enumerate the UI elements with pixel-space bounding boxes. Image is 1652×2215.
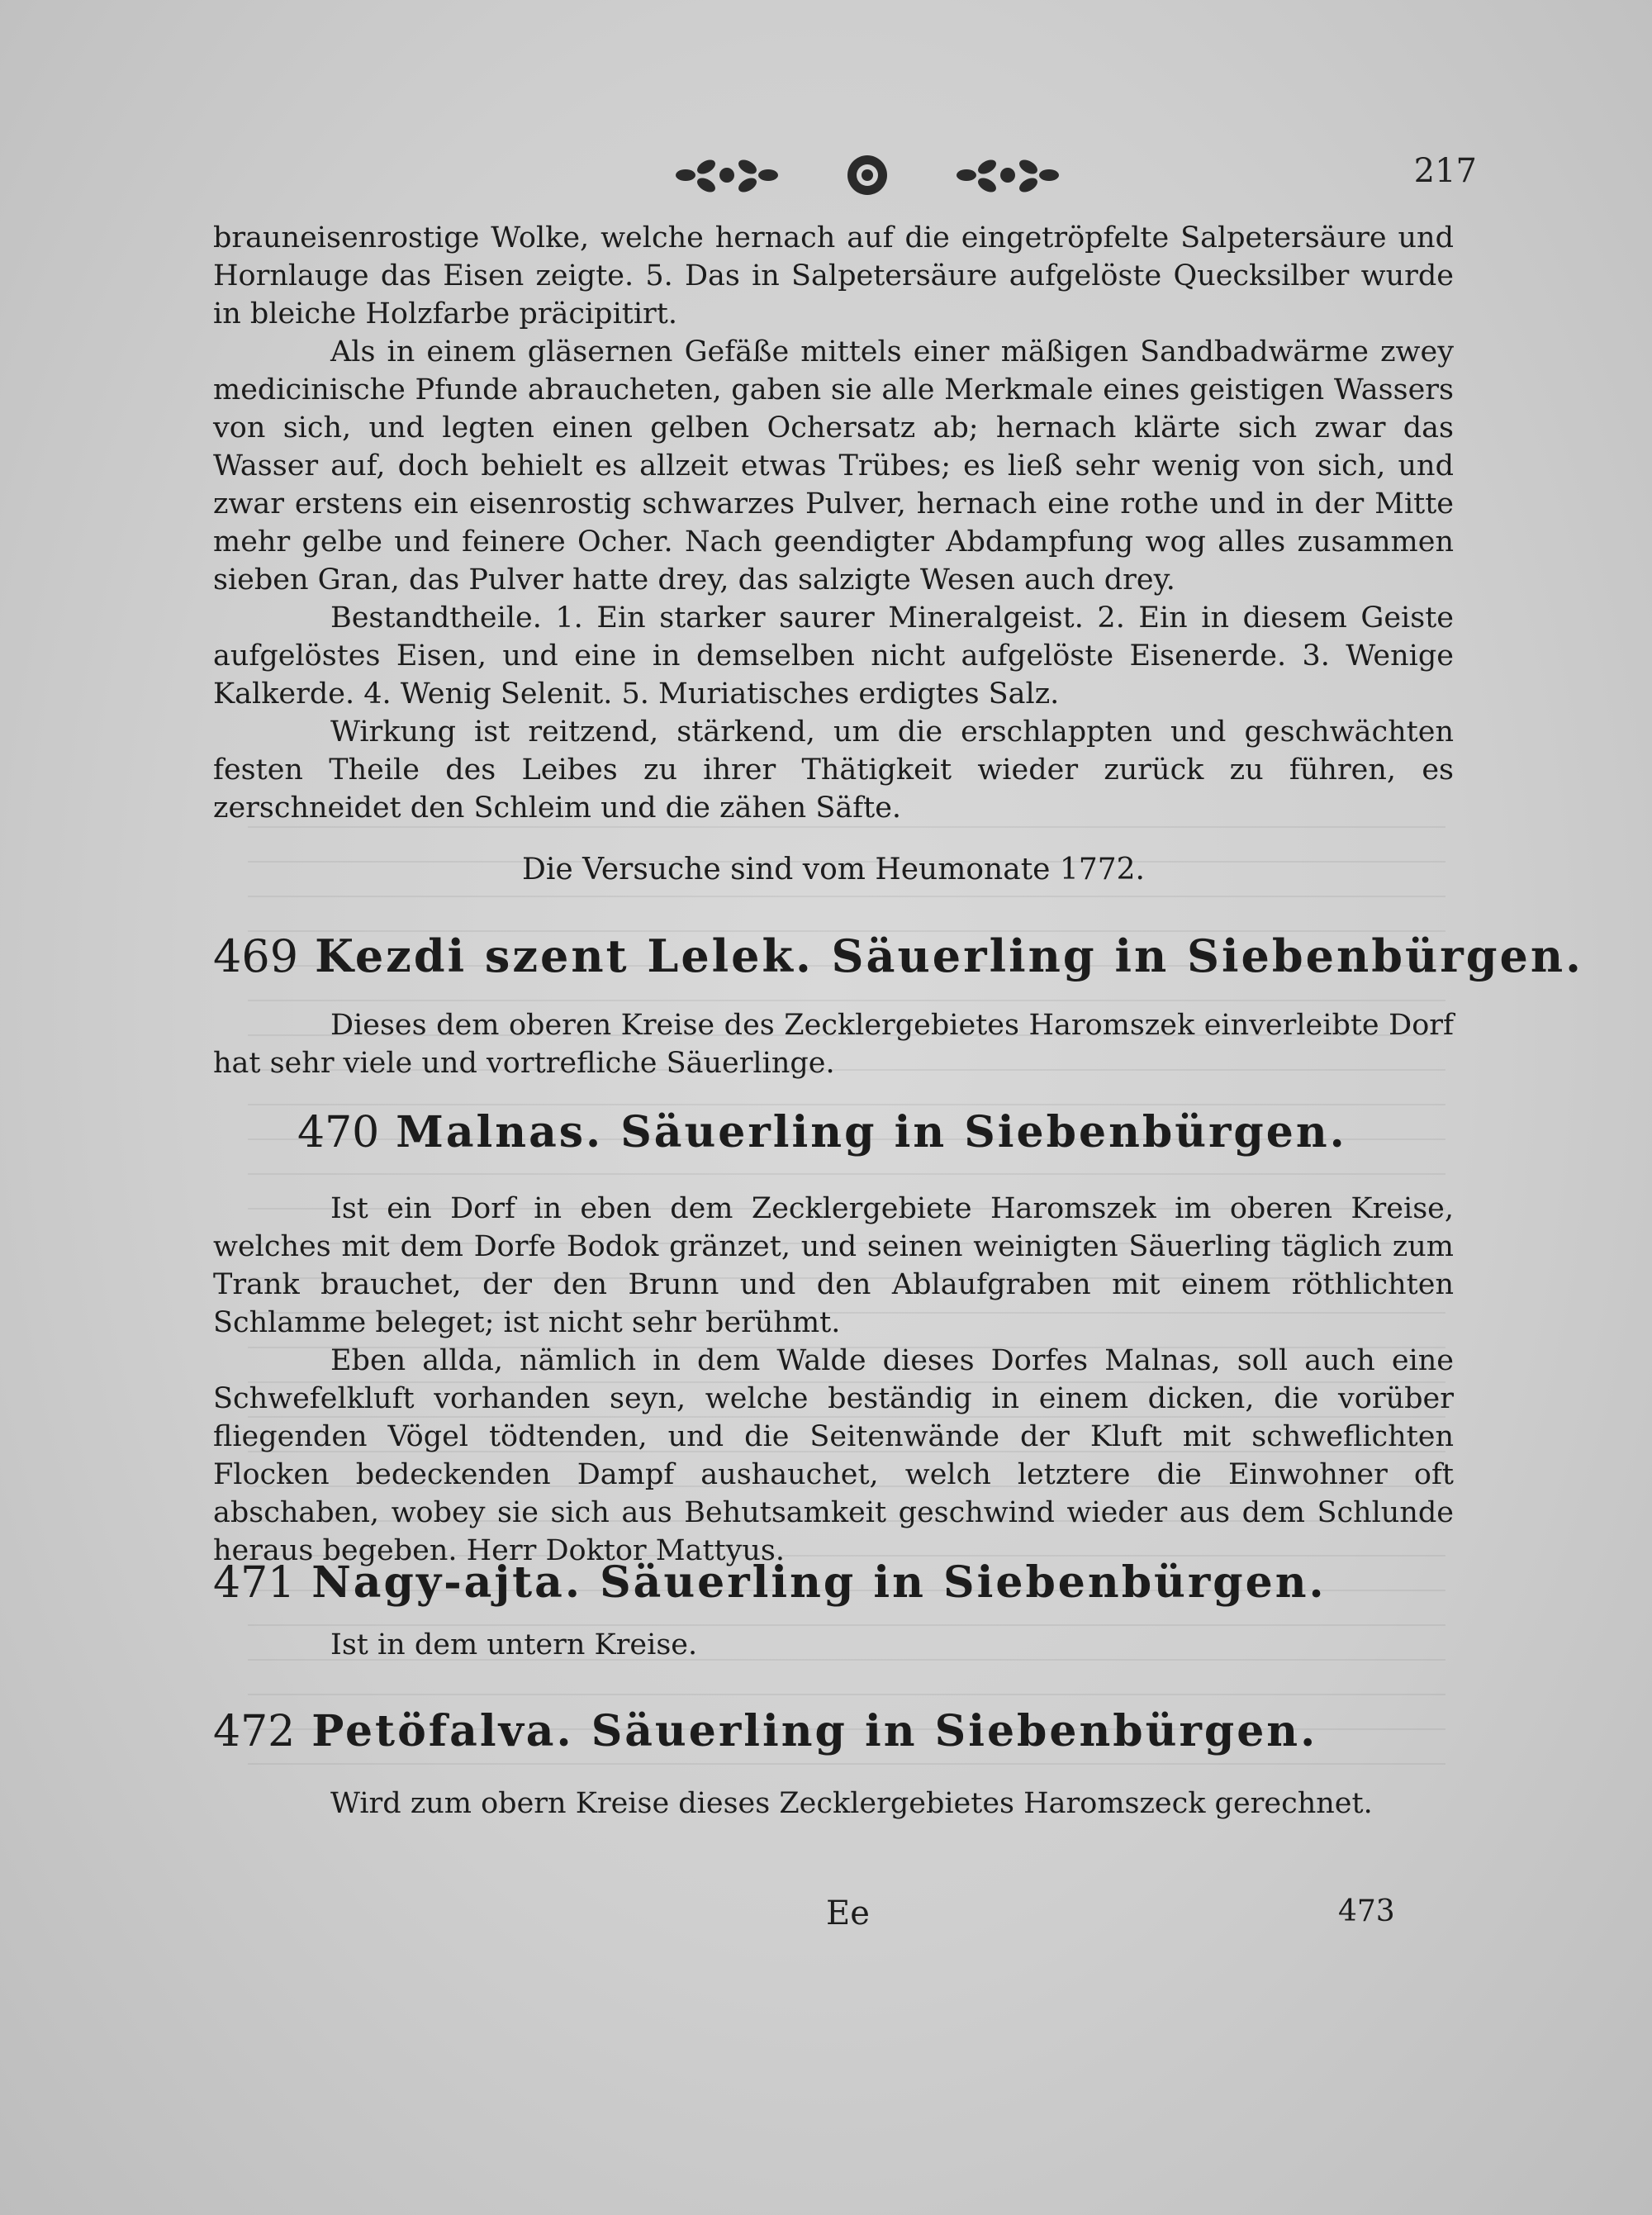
entry-title: Nagy-ajta. Säuerling in Siebenbürgen. — [311, 1557, 1327, 1608]
paragraph-continuation: brauneisenrostige Wolke, welche hernach auf die eingetröpfelte Salpetersäure und Hornlauge das Eisen zeigte. 5. Das in Salpetersäure aufgelöste Quecksilber wurde in bleiche Holzfarbe präcipitirt. — [213, 221, 1454, 330]
entry-469-text — [213, 1006, 1454, 1082]
entry-paragraph: Ist ein Dorf in eben dem Zecklergebiete Haromszek im oberen Kreise, welches mit dem Dorfe Bodok gränzet, und seinen weinigten Säuerling täglich zum Trank brauchet, der den Brunn und den Ablaufgraben mit einem röthlichten Schlamme beleget; ist nicht sehr berühmt. — [213, 1192, 1454, 1339]
entry-472-heading — [213, 1706, 1454, 1756]
opening-text — [213, 219, 1454, 827]
entry-paragraph: Eben allda, nämlich in dem Walde dieses Dorfes Malnas, soll auch eine Schwefelkluft vorhanden seyn, welche beständig in einem dicken, die vorüber fliegenden Vögel tödtenden, und die Seitenwände der Kluft mit schweflichten Flocken bedeckenden Dampf aushauchet, welch letztere die Einwohner oft abschaben, wobey sie sich aus Behutsamkeit geschwind wieder aus dem Schlunde heraus begeben. Herr Doktor Mattyus. — [213, 1344, 1454, 1567]
entry-paragraph: Ist in dem untern Kreise. — [330, 1628, 698, 1661]
experiment-date-line: Die Versuche sind vom Heumonate 1772. — [522, 853, 1145, 886]
floral-ornament-icon — [661, 142, 1074, 208]
entry-title: Petöfalva. Säuerling in Siebenbürgen. — [311, 1706, 1318, 1756]
paragraph-bestandtheile: Bestandtheile. 1. Ein starker saurer Mineralgeist. 2. Ein in diesem Geiste aufgelöstes Eisen, und eine in demselben nicht aufgelöste Eisenerde. 3. Wenige Kalkerde. 4. Wenig Selenit. 5. Muriatisches erdigtes Salz. — [213, 601, 1454, 711]
catchword: 473 — [1338, 1894, 1395, 1928]
entry-number: 471 — [213, 1558, 296, 1608]
entry-469-heading — [213, 929, 1583, 982]
entry-470-text — [213, 1190, 1454, 1570]
entry-paragraph: Dieses dem oberen Kreise des Zecklergebietes Haromszek einverleibte Dorf hat sehr viele und vortrefliche Säuerlinge. — [213, 1009, 1454, 1080]
entry-472-text — [213, 1785, 1454, 1823]
entry-471-heading — [213, 1557, 1454, 1608]
entry-title: Kezdi szent Lelek. Säuerling in Siebenbürgen. — [315, 929, 1583, 982]
entry-title: Malnas. Säuerling in Siebenbürgen. — [396, 1107, 1347, 1157]
entry-number: 472 — [213, 1707, 296, 1756]
entry-470-heading — [297, 1107, 1454, 1157]
entry-number: 469 — [213, 930, 299, 982]
signature-mark: Ee — [826, 1894, 870, 1932]
entry-471-text — [213, 1626, 1454, 1664]
paragraph-evaporation: Als in einem gläsernen Gefäße mittels einer mäßigen Sandbadwärme zwey medicinische Pfunde abraucheten, gaben sie alle Merkmale eines geistigen Wassers von sich, und legten einen gelben Ochersatz ab; hernach klärte sich zwar das Wasser auf, doch behielt es allzeit etwas Trübes; es ließ sehr wenig von sich, und zwar erstens ein eisenrostig schwarzes Pulver, hernach eine rothe und in der Mitte mehr gelbe und feinere Ocher. Nach geendigter Abdampfung wog alles zusammen sieben Gran, das Pulver hatte drey, das salzigte Wesen auch drey. — [213, 335, 1454, 597]
entry-number: 470 — [297, 1108, 380, 1157]
entry-paragraph: Wird zum obern Kreise dieses Zecklergebietes Haromszeck gerechnet. — [330, 1787, 1373, 1820]
paragraph-wirkung: Wirkung ist reitzend, stärkend, um die erschlappten und geschwächten festen Theile des Leibes zu ihrer Thätigkeit wieder zurück zu führen, es zerschneidet den Schleim und die zähen Säfte. — [213, 715, 1454, 825]
page-number: 217 — [1413, 152, 1477, 190]
